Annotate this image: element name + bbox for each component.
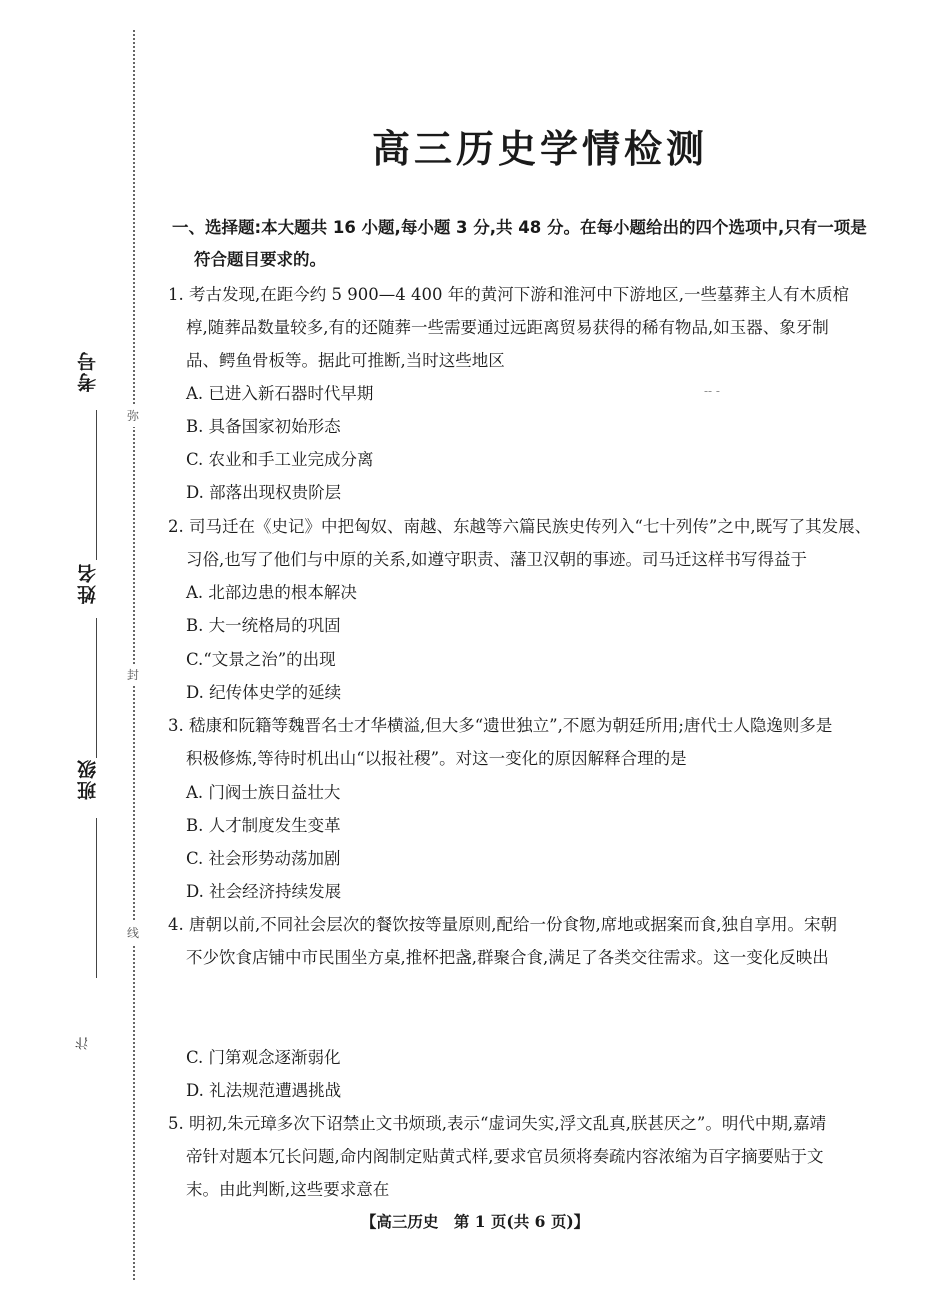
question-3-option-b: B. 人才制度发生变革: [186, 816, 341, 835]
seal-mark-mi: 弥: [122, 405, 144, 427]
question-1-line3: 品、鳄鱼骨板等。据此可推断,当时这些地区: [186, 351, 505, 370]
section-heading-line2: 符合题目要求的。: [194, 250, 326, 269]
binding-margin-line: [133, 30, 135, 1280]
question-5-stem: [168, 1107, 913, 1206]
question-2-line1: 2. 司马迁在《史记》中把匈奴、南越、东越等六篇民族史传列入“七十列传”之中,既写了其发展、: [168, 517, 872, 536]
question-2-stem: [168, 510, 913, 576]
class-line: [96, 818, 97, 978]
question-4-option-c: C. 门第观念逐渐弱化: [186, 1048, 341, 1067]
question-1-option-b: B. 具备国家初始形态: [186, 417, 341, 436]
question-4-stem: [168, 908, 913, 974]
exam-number-label: 考号: [77, 350, 99, 392]
section-heading-line1: 一、选择题:本大题共 16 小题,每小题 3 分,共 48 分。在每小题给出的四个选项中,只有一项是: [172, 218, 867, 237]
section-heading: [172, 212, 917, 276]
question-1-stem: [168, 278, 913, 377]
question-1-line2: 椁,随葬品数量较多,有的还随葬一些需要通过远距离贸易获得的稀有物品,如玉器、象牙制: [186, 318, 829, 337]
question-1-line1: 1. 考古发现,在距今约 5 900—4 400 年的黄河下游和淮河中下游地区,一些墓葬主人有木质棺: [168, 285, 849, 304]
question-1-option-a: A. 已进入新石器时代早期: [186, 384, 374, 403]
question-2-option-c: C.“文景之治”的出现: [186, 650, 336, 669]
seal-mark-feng: 封: [122, 664, 144, 686]
seal-mark-xian: 线: [122, 922, 144, 944]
question-3-line1: 3. 嵇康和阮籍等魏晋名士才华横溢,但大多“遗世独立”,不愿为朝廷所用;唐代士人隐逸则多是: [168, 716, 833, 735]
page-footer: 【高三历史 第 1 页(共 6 页)】: [360, 1212, 590, 1231]
page-title: 高三历史学情检测: [371, 127, 708, 171]
question-3-option-a: A. 门阀士族日益壮大: [186, 783, 341, 802]
question-4-option-d: D. 礼法规范遭遇挑战: [186, 1081, 342, 1100]
question-1-option-c: C. 农业和手工业完成分离: [186, 450, 374, 469]
bottom-mark: 汴: [76, 1035, 91, 1050]
question-5-line3: 末。由此判断,这些要求意在: [186, 1180, 390, 1199]
question-2-option-a: A. 北部边患的根本解决: [186, 583, 357, 602]
question-5-line2: 帝针对题本冗长问题,命内阁制定贴黄式样,要求官员须将奏疏内容浓缩为百字摘要贴于文: [186, 1147, 824, 1166]
question-2-line2: 习俗,也写了他们与中原的关系,如遵守职责、藩卫汉朝的事迹。司马迁这样书写得益于: [186, 550, 807, 569]
question-3-option-d: D. 社会经济持续发展: [186, 882, 342, 901]
question-5-line1: 5. 明初,朱元璋多次下诏禁止文书烦琐,表示“虚词失实,浮文乱真,朕甚厌之”。明代中期,嘉靖: [168, 1114, 827, 1133]
question-4-line1: 4. 唐朝以前,不同社会层次的餐饮按等量原则,配给一份食物,席地或据案而食,独自享用。宋朝: [168, 915, 837, 934]
question-3-line2: 积极修炼,等待时机出山“以报社稷”。对这一变化的原因解释合理的是: [186, 749, 687, 768]
question-4-line2: 不少饮食店铺中市民围坐方桌,推杯把盏,群聚合食,满足了各类交往需求。这一变化反映出: [186, 948, 829, 967]
question-2-option-d: D. 纪传体史学的延续: [186, 683, 342, 702]
name-line: [96, 618, 97, 758]
name-label: 姓名: [77, 562, 99, 604]
question-2-option-b: B. 大一统格局的巩固: [186, 616, 341, 635]
exam-number-line: [96, 410, 97, 560]
question-3-stem: [168, 709, 913, 775]
scan-mark: -- -: [704, 384, 720, 398]
question-1-option-d: D. 部落出现权贵阶层: [186, 483, 342, 502]
class-label: 班级: [77, 758, 99, 800]
question-3-option-c: C. 社会形势动荡加剧: [186, 849, 341, 868]
